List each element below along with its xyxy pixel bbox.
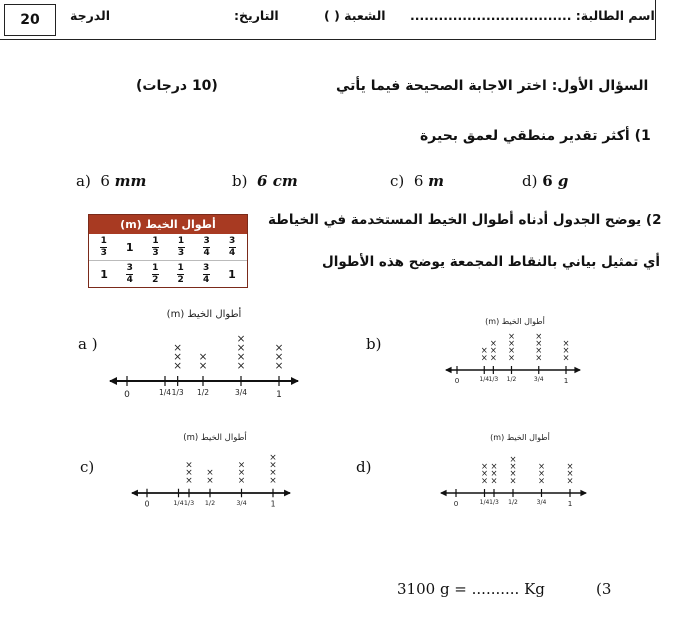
dot-mark: × (236, 342, 246, 354)
dot-mark: × (480, 475, 489, 486)
item3-number: (3 (596, 580, 612, 598)
dot-mark: × (489, 352, 497, 363)
dot-mark: × (185, 468, 193, 479)
tick-label: 1/3 (488, 376, 499, 384)
table-cell: 1 (228, 267, 236, 281)
table-cell: $\frac{1}{3}$ (100, 235, 107, 258)
table-cell: $\frac{1}{2}$ (152, 262, 159, 285)
dot-mark: × (490, 468, 498, 479)
dot-mark: × (269, 460, 277, 471)
tick-label: 0 (144, 499, 150, 509)
dot-mark: × (509, 453, 517, 464)
tick-label: 1 (270, 499, 276, 509)
tick-label: 1/3 (489, 499, 499, 507)
dot-mark: × (269, 475, 277, 486)
dot-mark: × (198, 351, 208, 363)
tick-label: 0 (453, 498, 459, 508)
tick-label: 0 (124, 390, 130, 400)
arrow-right-icon (291, 377, 299, 385)
dot-mark: × (173, 360, 183, 372)
tick-label: 1 (563, 375, 569, 385)
question-points: (10 درجات) (136, 78, 218, 94)
table-title: أطوال الخيط (m) (89, 215, 247, 234)
item1-option-b[interactable]: b) 6 cm (232, 172, 298, 190)
plot-title: أطوال الخيط (m) (166, 309, 242, 320)
plot-option-a[interactable]: a ) (78, 335, 98, 353)
tick-label: 3/4 (536, 499, 547, 507)
tick-label: 1/2 (506, 376, 517, 384)
grade-value: 20 (4, 4, 56, 36)
arrow-left-icon (440, 490, 447, 496)
item1-prompt: 1) أكثر تقدير منطقي لعمق بحيرة (420, 128, 651, 144)
item2-prompt-line2: أي تمثيل بياني بالنقاط المجمعة يوضح هذه الأطوال (322, 254, 660, 270)
dot-mark: × (566, 461, 574, 471)
grade-label: الدرجة (70, 8, 110, 23)
dot-mark: × (537, 461, 546, 471)
question-title: السؤال الأول: اختر الاجابة الصحيحة فيما يأتي (336, 78, 649, 94)
dot-mark: × (509, 475, 517, 486)
tick-label: 1/2 (204, 498, 216, 507)
plot-option-d[interactable]: d) (356, 458, 372, 476)
dot-mark: × (236, 360, 246, 372)
tick-label: 3/4 (533, 376, 544, 384)
dot-mark: × (535, 338, 543, 348)
table-cell: $\frac{3}{4}$ (126, 262, 133, 285)
dot-mark: × (489, 345, 497, 356)
item3-expression: 3100 g = .......... Kg (397, 580, 545, 598)
tick-label: 0 (454, 375, 460, 385)
dot-mark: × (185, 475, 193, 486)
item1-option-c[interactable]: c) 6 m (390, 172, 445, 190)
dot-plot-d (440, 432, 587, 508)
tick-label: 1/4 (479, 499, 490, 507)
tick-label: 1 (276, 390, 282, 400)
dot-mark: × (274, 351, 284, 363)
arrow-right-icon (284, 490, 291, 497)
tick-label: 1/4 (173, 498, 184, 507)
tick-label: 1/2 (196, 388, 210, 397)
dot-mark: × (489, 338, 497, 348)
dot-mark: × (535, 330, 543, 341)
dot-mark: × (173, 342, 183, 354)
dot-mark: × (480, 468, 489, 479)
dot-mark: × (480, 461, 489, 471)
item2-prompt-line1: 2) يوضح الجدول أدناه أطوال الخيط المستخدمة في الخياطة (268, 212, 662, 228)
tick-label: 3/4 (234, 388, 248, 397)
dot-mark: × (480, 345, 488, 356)
dot-mark: × (269, 468, 277, 479)
dot-mark: × (537, 468, 546, 479)
dot-mark: × (274, 342, 284, 354)
dot-mark: × (507, 345, 516, 356)
dot-mark: × (206, 468, 214, 479)
dot-mark: × (507, 352, 516, 363)
dot-mark: × (562, 345, 570, 356)
table-cell: 1 (125, 240, 134, 254)
tick-label: 1/4 (158, 388, 172, 397)
plot-title: أطوال الخيط (m) (183, 433, 247, 443)
dot-mark: × (236, 351, 246, 363)
dot-mark: × (206, 475, 214, 486)
table-cell: 1 (100, 267, 108, 281)
dot-mark: × (562, 352, 570, 363)
dot-mark: × (507, 338, 516, 348)
table-cell: $\frac{1}{3}$ (177, 235, 185, 258)
table-cell: $\frac{1}{2}$ (177, 262, 184, 285)
dot-mark: × (269, 452, 277, 463)
item1-option-d[interactable]: d) 6 g (522, 172, 569, 190)
tick-label: 1/3 (183, 498, 195, 507)
dot-mark: × (173, 351, 183, 363)
date-label: التاريخ: (234, 8, 279, 23)
dot-mark: × (236, 333, 246, 345)
dot-mark: × (237, 468, 246, 479)
arrow-right-icon (574, 367, 581, 373)
dot-mark: × (237, 475, 246, 486)
dot-plot-c (131, 431, 291, 509)
arrow-right-icon (580, 490, 587, 496)
tick-label: 1/4 (479, 376, 490, 384)
plot-option-c[interactable]: c) (80, 458, 95, 476)
tick-label: 3/4 (236, 498, 247, 507)
dot-mark: × (566, 468, 574, 479)
dot-mark: × (185, 460, 193, 471)
table-cell: $\frac{1}{3}$ (152, 235, 159, 258)
dot-mark: × (535, 345, 543, 356)
student-name-label: اسم الطالبة: .................................. (410, 8, 655, 23)
dot-mark: × (480, 352, 488, 363)
tick-label: 1/3 (171, 388, 184, 397)
dot-mark: × (274, 360, 284, 372)
dot-mark: × (535, 352, 543, 363)
dot-mark: × (507, 330, 516, 341)
dot-mark: × (237, 460, 246, 471)
dot-mark: × (490, 461, 498, 471)
table-cell: $\frac{3}{4}$ (203, 235, 210, 258)
dot-plot-a (109, 307, 299, 400)
tick-label: 1/2 (508, 499, 518, 507)
arrow-left-icon (131, 490, 138, 497)
item1-option-a[interactable]: a) 6 mm (76, 172, 147, 190)
dot-mark: × (566, 475, 574, 486)
table-cell: $\frac{3}{4}$ (229, 235, 236, 258)
tick-label: 1 (567, 498, 573, 508)
dot-mark: × (198, 360, 208, 372)
arrow-left-icon (445, 367, 452, 373)
dot-plot-b (445, 316, 581, 385)
dot-mark: × (509, 468, 517, 479)
plot-title: أطوال الخيط (m) (485, 317, 545, 326)
arrow-left-icon (109, 377, 117, 385)
plot-title: أطوال الخيط (m) (490, 433, 550, 442)
table-cell: $\frac{3}{4}$ (202, 262, 210, 285)
dot-mark: × (509, 461, 517, 471)
section-label: الشعبة ( ) (324, 8, 386, 23)
dot-mark: × (562, 338, 570, 348)
dot-mark: × (490, 475, 498, 486)
plot-option-b[interactable]: b) (366, 335, 382, 353)
dot-mark: × (537, 475, 546, 486)
